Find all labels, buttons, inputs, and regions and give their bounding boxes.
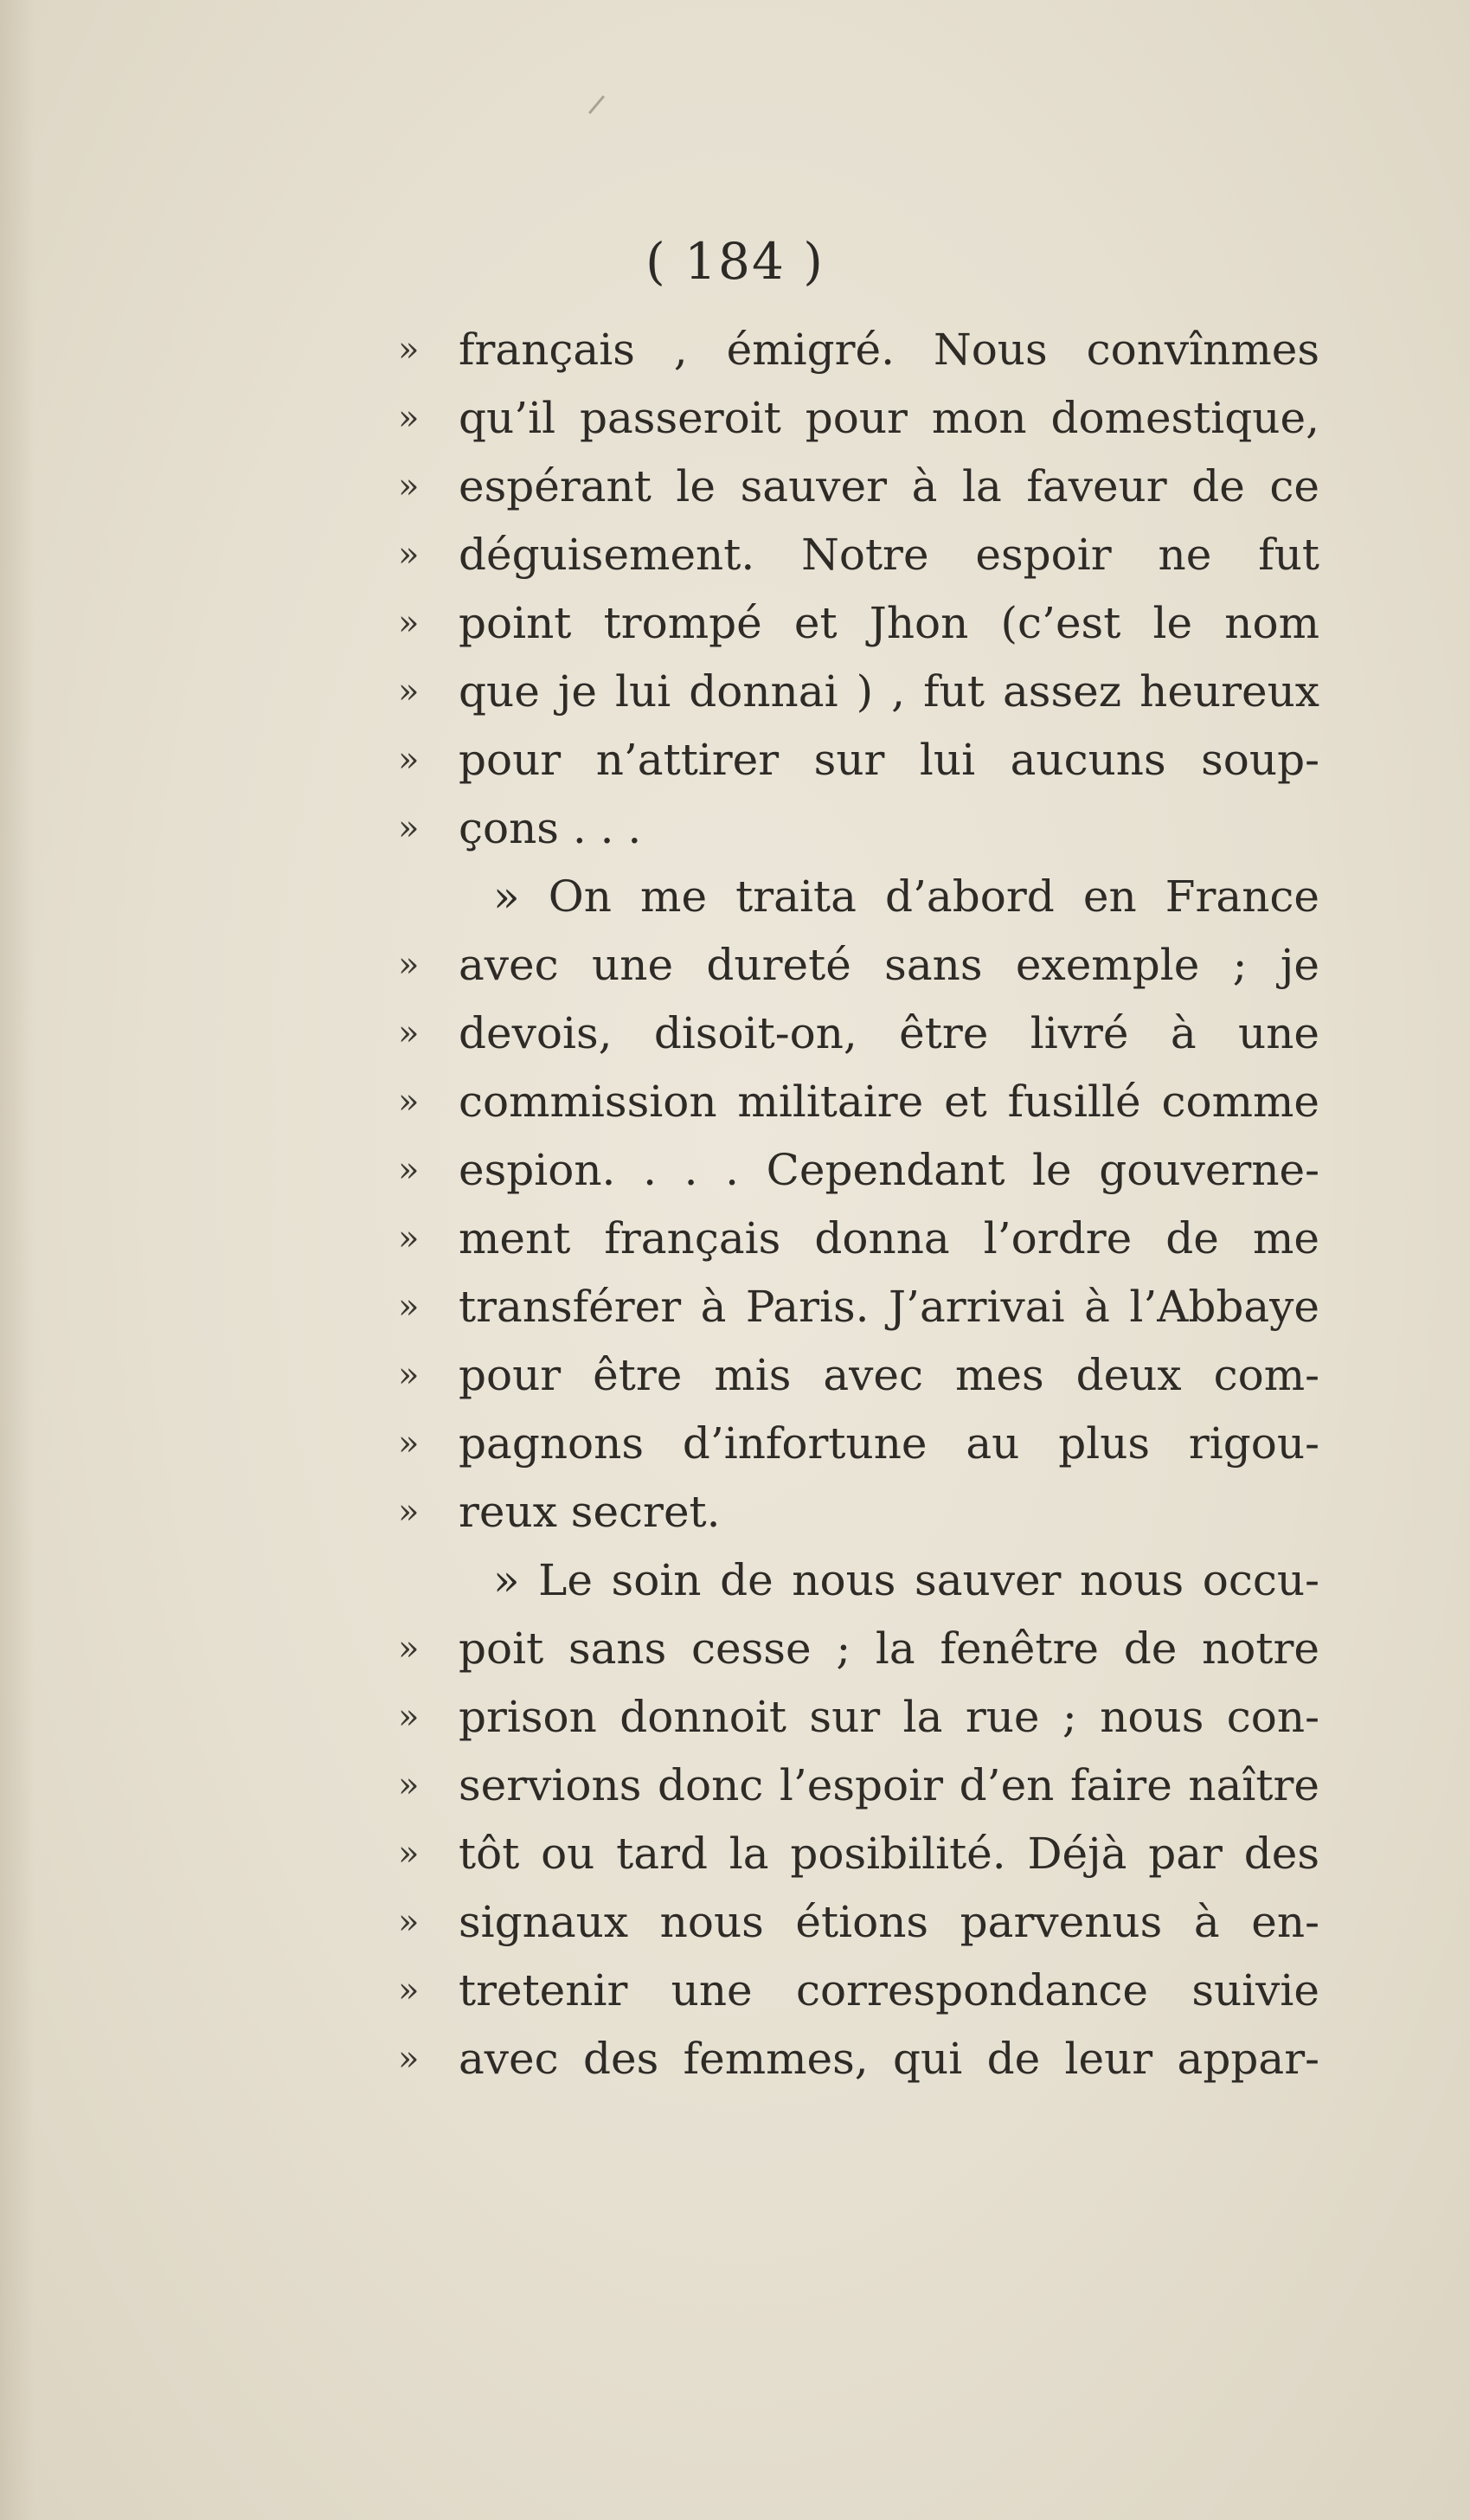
- line-text: tôt ou tard la posibilité. Déjà par des: [459, 1829, 1319, 1879]
- line-text: pour n’attirer sur lui aucuns soup-: [459, 735, 1319, 785]
- line-text: ment français donna l’ordre de me: [459, 1213, 1319, 1263]
- guillemet-mark: »: [398, 1150, 420, 1190]
- line-text: pour être mis avec mes deux com-: [459, 1350, 1319, 1400]
- text-line: [398, 1888, 1319, 1957]
- text-line: [398, 1273, 1319, 1341]
- guillemet-mark: »: [398, 808, 420, 848]
- line-text: qu’il passeroit pour mon domestique,: [459, 393, 1319, 443]
- line-text: tretenir une correspondance suivie: [459, 1965, 1319, 2015]
- page-number: ( 184 ): [645, 232, 825, 291]
- guillemet-mark: »: [398, 1492, 420, 1532]
- text-line: [398, 1478, 1319, 1546]
- guillemet-mark: »: [398, 1355, 420, 1395]
- line-text: reux secret.: [459, 1487, 721, 1537]
- guillemet-mark: »: [398, 945, 420, 985]
- guillemet-mark: »: [398, 1424, 420, 1463]
- text-line: [398, 1136, 1319, 1205]
- line-text: çons . . .: [459, 803, 642, 853]
- text-line: [398, 1752, 1319, 1820]
- guillemet-mark: »: [398, 330, 420, 370]
- text-line: [398, 931, 1319, 1000]
- line-text: point trompé et Jhon (c’est le nom: [459, 598, 1319, 648]
- text-line: [398, 726, 1319, 794]
- text-line: [398, 2025, 1319, 2093]
- text-line: [398, 658, 1319, 726]
- line-text: espérant le sauver à la faveur de ce: [459, 461, 1319, 511]
- guillemet-mark: »: [398, 1970, 420, 2010]
- guillemet-mark: »: [398, 1765, 420, 1805]
- text-line: [398, 384, 1319, 453]
- text-line: [398, 1615, 1319, 1683]
- text-line: [398, 1957, 1319, 2025]
- line-text: espion. . . . Cependant le gouverne-: [459, 1145, 1319, 1195]
- text-line: [398, 1341, 1319, 1410]
- line-text: poit sans cesse ; la fenêtre de notre: [459, 1623, 1319, 1674]
- line-text: » Le soin de nous sauver nous occu-: [493, 1555, 1319, 1605]
- text-line: [398, 863, 1319, 931]
- line-text: devois, disoit-on, être livré à une: [459, 1008, 1319, 1058]
- guillemet-mark: »: [398, 2039, 420, 2079]
- guillemet-mark: »: [398, 672, 420, 711]
- guillemet-mark: »: [398, 398, 420, 438]
- line-text: que je lui donnai ) , fut assez heureux: [459, 666, 1319, 717]
- ink-mark: [588, 95, 605, 114]
- line-text: transférer à Paris. J’arrivai à l’Abbaye: [459, 1282, 1319, 1332]
- text-line: [398, 316, 1319, 384]
- guillemet-mark: »: [398, 1902, 420, 1942]
- guillemet-mark: »: [398, 740, 420, 780]
- guillemet-mark: »: [398, 1629, 420, 1668]
- text-line: [398, 1410, 1319, 1478]
- text-line: [398, 521, 1319, 589]
- guillemet-mark: »: [398, 466, 420, 506]
- page-edge-shadow: [0, 0, 35, 2520]
- text-line: [398, 1683, 1319, 1752]
- line-text: servions donc l’espoir d’en faire naître: [459, 1760, 1319, 1810]
- guillemet-mark: »: [398, 1697, 420, 1737]
- line-text: avec une dureté sans exemple ; je: [459, 940, 1319, 990]
- text-line: [398, 589, 1319, 658]
- line-text: avec des femmes, qui de leur appar-: [459, 2034, 1319, 2084]
- guillemet-mark: »: [398, 535, 420, 575]
- line-text: prison donnoit sur la rue ; nous con-: [459, 1692, 1319, 1742]
- text-line: [398, 1546, 1319, 1615]
- text-line: [398, 1000, 1319, 1068]
- text-line: [398, 1205, 1319, 1273]
- line-text: signaux nous étions parvenus à en-: [459, 1897, 1319, 1947]
- line-text: pagnons d’infortune au plus rigou-: [459, 1418, 1319, 1469]
- text-block: [398, 316, 1319, 2093]
- text-line: [398, 1820, 1319, 1888]
- text-line: [398, 453, 1319, 521]
- text-line: [398, 794, 1319, 863]
- guillemet-mark: »: [398, 1218, 420, 1258]
- line-text: commission militaire et fusillé comme: [459, 1077, 1319, 1127]
- guillemet-mark: »: [398, 603, 420, 643]
- guillemet-mark: »: [398, 1013, 420, 1053]
- guillemet-mark: »: [398, 1082, 420, 1122]
- line-text: » On me traita d’abord en France: [493, 871, 1319, 922]
- line-text: déguisement. Notre espoir ne fut: [459, 530, 1319, 580]
- line-text: français , émigré. Nous convînmes: [459, 325, 1319, 375]
- text-line: [398, 1068, 1319, 1136]
- guillemet-mark: »: [398, 1287, 420, 1327]
- guillemet-mark: »: [398, 1834, 420, 1874]
